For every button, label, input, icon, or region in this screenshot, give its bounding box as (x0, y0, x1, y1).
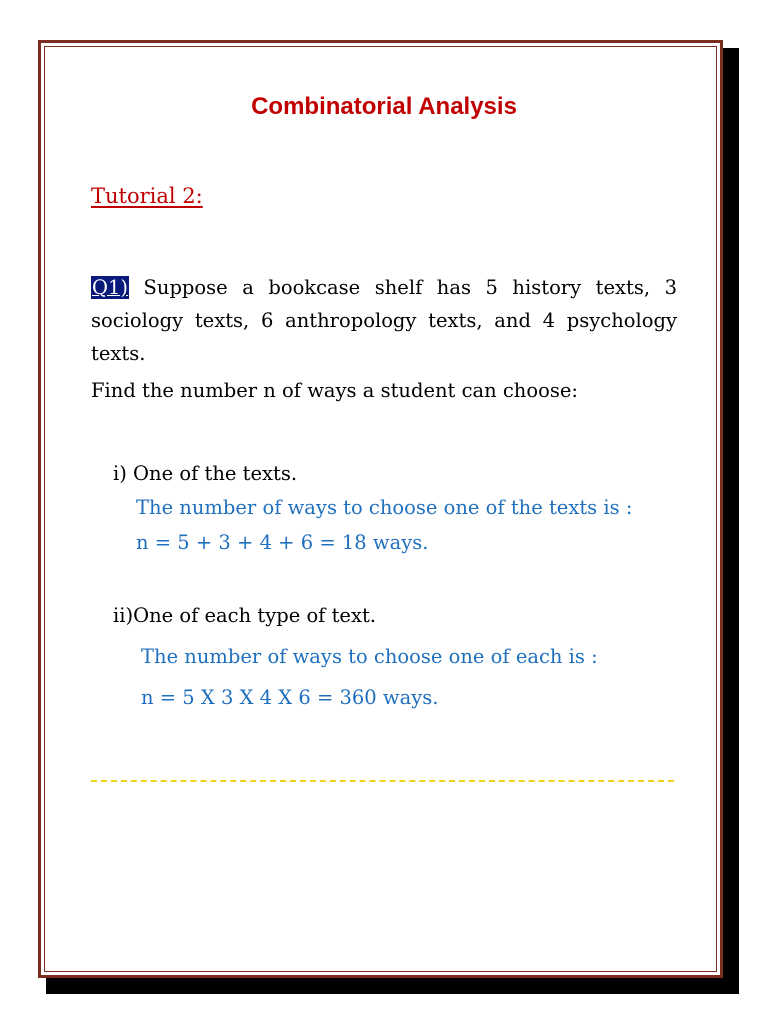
part-ii-label: ii)One of each type of text. (113, 604, 377, 627)
tutorial-heading: Tutorial 2: (91, 184, 203, 208)
part-ii-answer-line1: The number of ways to choose one of each is : (141, 645, 598, 668)
dashed-divider (91, 780, 674, 782)
part-i-answer-line2: n = 5 + 3 + 4 + 6 = 18 ways. (136, 531, 429, 554)
part-ii-answer-line2: n = 5 X 3 X 4 X 6 = 360 ways. (141, 686, 439, 709)
document-title: Combinatorial Analysis (251, 93, 517, 120)
question-text-block (91, 271, 677, 370)
part-i-label: i) One of the texts. (113, 462, 298, 485)
question-text: Suppose a bookcase shelf has 5 history texts, 3 sociology texts, 6 anthropology texts, and 4 psychology texts. (91, 276, 677, 365)
question-label: Q1) (92, 276, 129, 299)
part-i-answer-line1: The number of ways to choose one of the texts is : (136, 496, 633, 519)
question-find-line: Find the number n of ways a student can choose: (91, 379, 578, 402)
